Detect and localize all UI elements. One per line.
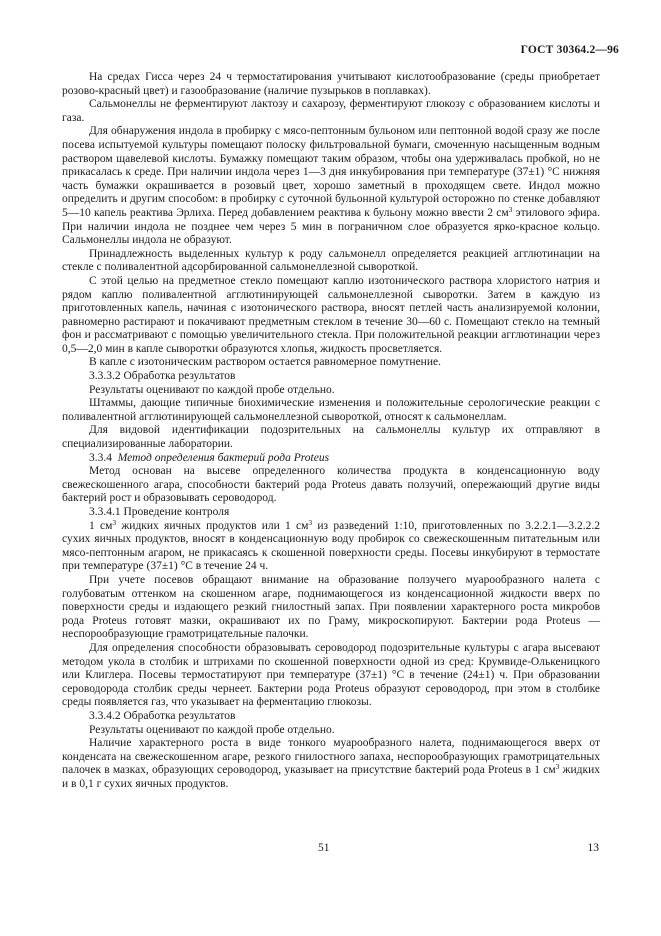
- paragraph: При учете посевов обращают внимание на образование ползучего муарообразного налета с голубоватым оттенком на скошенном агаре, поднимающегося из конденсационной жидкости вверх по поверхности среды и издающего резкий гнилостный запах. При появлении характерного роста микробов рода Proteus готовят мазки, окрашивают их по Граму, микроскопируют. Бактерии рода Proteus — неспорообразующие грамотрицательные палочки.: [62, 573, 600, 641]
- paragraph-text: этилового эфира. При наличии индола не позднее чем через 5 мин в пограничном слое образуется ярко-красное кольцо. Сальмонеллы индола не образуют.: [62, 206, 601, 247]
- paragraph-text: жидких яичных продуктов или 1 см: [116, 519, 309, 532]
- paragraph: [62, 125, 600, 247]
- paragraph-text: Для обнаружения индола в пробирку с мясо-пептонным бульоном или пептонной водой сразу же после посева испытуемой культуры помещают полоску фильтровальной бумаги, смоченную насыщенным водным раствором щавелевой кислоты. Бумажку помещают таким образом, чтобы она удерживалась пробкой, но не прикасалась к среде. При наличии индола через 1—3 дня инкубирования при температуре (37±1) °С нижняя часть бумажки окрашивается в розовый цвет, хорошо заметный в проходящем свете. Индол можно определить и другим способом: в пробирку с суточной бульонной культурой осторожно по стенке добавляют 5—10 капель реактива Эрлиха. Перед добавлением реактива к бульону можно ввести 2 см: [62, 125, 600, 219]
- paragraph: Результаты оценивают по каждой пробе отдельно.: [89, 383, 335, 396]
- paragraph: Для видовой идентификации подозрительных на сальмонеллы культур их отправляют в специализированные лаборатории.: [62, 424, 600, 451]
- section-title: Метод определения бактерий рода Proteus: [117, 451, 330, 464]
- paragraph: В капле с изотоническим раствором остается равномерное помутнение.: [89, 356, 441, 369]
- paragraph: [62, 517, 600, 574]
- superscript: 3: [508, 204, 513, 214]
- page-number-center: 51: [318, 842, 330, 854]
- paragraph-text: Наличие характерного роста в виде тонкого муарообразного налета, поднимающегося вверх от конденсата на свежескошенном агаре, резкого гнилостного запаха, неспорообразующих грамотрицательных палочек в мазках, образующих сероводород, указывает на присутствие бактерий рода Proteus в 1 см: [62, 737, 600, 777]
- paragraph: Для определения способности образовывать сероводород подозрительные культуры с агара высевают методом укола в столбик и штрихами по скошенной поверхности одной из сред: Крумвиде-Олькеницкого или Клиглера. Посевы термостатируют при температуре (37±1) °С в течение (24±1) ч. При образовании сероводорода столбик среды чернеет. Бактерии рода Proteus образуют сероводород, при этом в столбике среды появляется газ, что указывает на ферментацию глюкозы.: [62, 641, 600, 709]
- paragraph: Результаты оценивают по каждой пробе отдельно.: [89, 723, 335, 736]
- section-number: 3.3.4: [89, 451, 112, 464]
- document-body: [62, 71, 600, 791]
- paragraph-text: из разведений 1:10, приготовленных по 3.2.2.1—3.2.2.2 сухих яичных продуктов, вносят в конденсационную воду пробирок со свежескошенным питательным или мясо-пептонным агаром, не прикасаясь к скошенной поверхности среды. Посевы инкубируют в термостате при температуре (37±1) °С в течение 24 ч.: [62, 519, 600, 573]
- superscript: 3: [308, 517, 313, 527]
- paragraph-text: жидких и в 0,1 г сухих яичных продуктов.: [62, 764, 601, 790]
- paragraph: Принадлежность выделенных культур к роду сальмонелл определяется реакцией агглютинации на стекле с поливалентной адсорбированной сальмонеллезной сывороткой.: [62, 247, 600, 274]
- paragraph-text: 1 см: [89, 519, 113, 532]
- section-heading: 3.3.4.1 Проведение контроля: [89, 506, 230, 518]
- paragraph: Сальмонеллы не ферментируют лактозу и сахарозу, ферментируют глюкозу с образованием кислоты и газа.: [62, 98, 600, 124]
- paragraph: [62, 737, 600, 791]
- paragraph: На средах Гисса через 24 ч термостатирования учитывают кислотообразование (среды приобретает розово-красный цвет) и газообразование (наличие пузырьков в поплавках).: [62, 71, 600, 97]
- superscript: 3: [555, 762, 560, 772]
- paragraph: Штаммы, дающие типичные биохимические изменения и положительные серологические реакции с поливалентной агглютинирующей сальмонеллезной сывороткой, относят к сальмонеллам.: [62, 397, 600, 423]
- superscript: 3: [112, 517, 117, 527]
- page-number-right: 13: [587, 842, 599, 854]
- section-heading: 3.3.3.2 Обработка результатов: [89, 370, 236, 383]
- paragraph: С этой целью на предметное стекло помещают каплю изотонического раствора хлористого натрия и рядом каплю поливалентной агглютинирующей сальмонеллезной сыворотки. Затем в каждую из приготовленных капель, начиная с изотонического раствора, вносят петлей часть анализируемой колонии, равномерно растирают и покачивают предметным стеклом в течение 30—60 с. Помещают стекло на темный фон и рассматривают с помощью увеличительного стекла. При положительной реакции агглютинации через 0,5—2,0 мин в капле сыворотки образуются хлопья, жидкость просветляется.: [62, 274, 600, 355]
- section-heading: 3.3.4.2 Обработка результатов: [89, 709, 236, 722]
- section-heading: [62, 452, 600, 466]
- standard-header: ГОСТ 30364.2—96: [520, 44, 619, 56]
- paragraph: Метод основан на высеве определенного количества продукта в конденсационную воду свежескошенного агара, способности бактерий рода Proteus давать ползучий, опережающий другие виды бактерий рост и образовывать сероводород.: [62, 465, 600, 505]
